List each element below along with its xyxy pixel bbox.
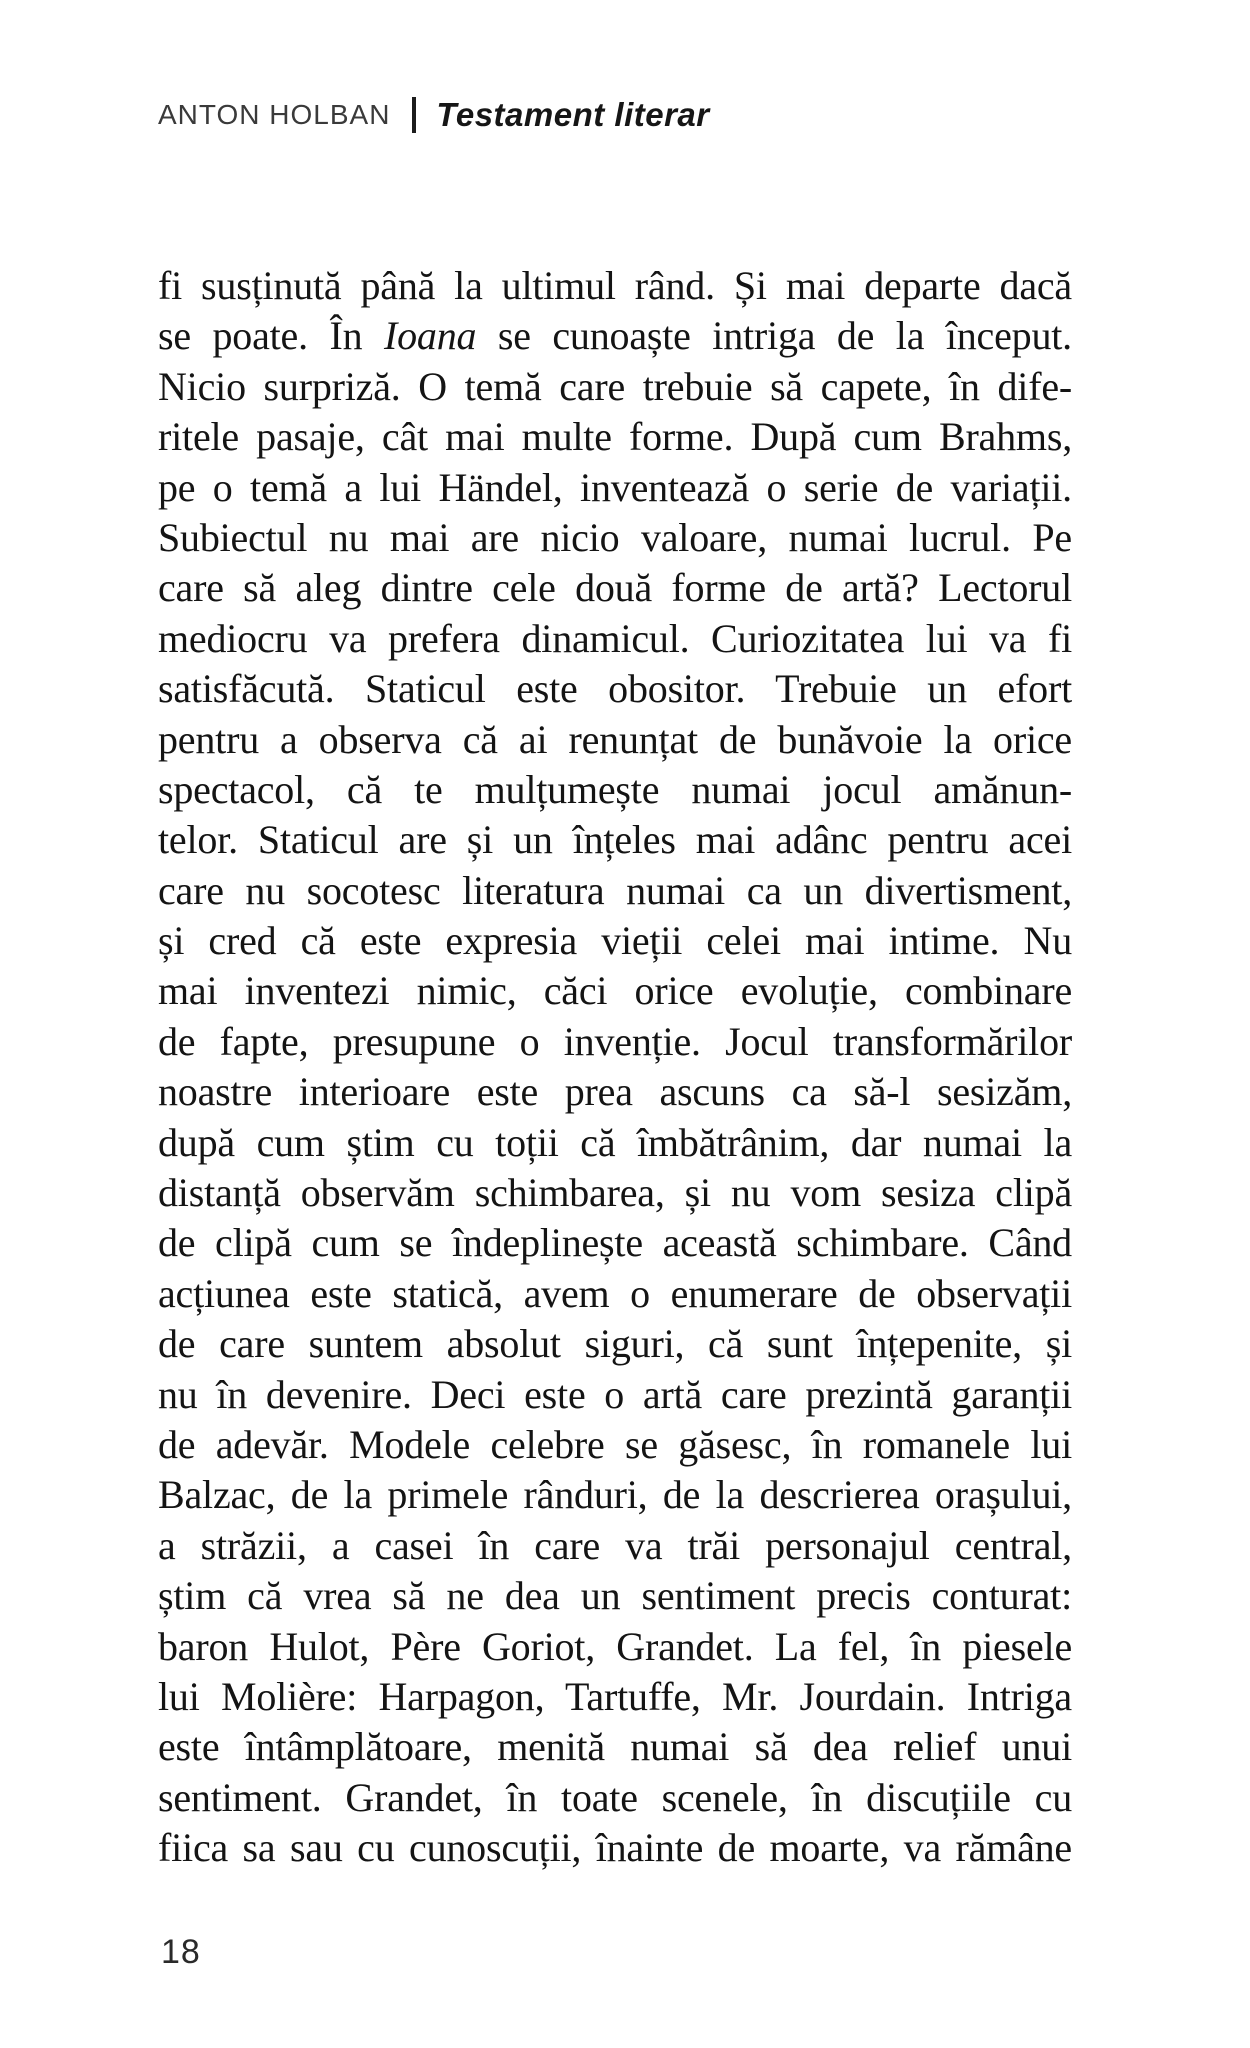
text-line: sentiment. Grandet, în toate scenele, în discuțiile cu bbox=[158, 1774, 1072, 1820]
running-header bbox=[158, 96, 710, 134]
text-line: fiica sa sau cu cunoscuții, înainte de moarte, va rămâne bbox=[158, 1825, 1072, 1871]
text-line: a străzii, a casei în care va trăi personajul central, bbox=[158, 1522, 1072, 1568]
body-text-column bbox=[158, 261, 1072, 1874]
text-line: care să aleg dintre cele două forme de artă? Lectorul bbox=[158, 565, 1072, 611]
text-line: Balzac, de la primele rânduri, de la descrierea orașului, bbox=[158, 1472, 1072, 1518]
line-segment: se cunoaște intriga de la început. bbox=[476, 313, 1072, 359]
text-line: de adevăr. Modele celebre se găsesc, în romanele lui bbox=[158, 1421, 1072, 1467]
text-line: acțiunea este statică, avem o enumerare de observații bbox=[158, 1270, 1072, 1316]
text-line: Subiectul nu mai are nicio valoare, numai lucrul. Pe bbox=[158, 514, 1072, 560]
text-line: satisfăcută. Staticul este obositor. Trebuie un efort bbox=[158, 666, 1072, 712]
text-line: nu în devenire. Deci este o artă care prezintă garanții bbox=[158, 1371, 1072, 1417]
text-line bbox=[158, 311, 1072, 361]
text-line: telor. Staticul are și un înțeles mai adânc pentru acei bbox=[158, 817, 1072, 863]
text-line: lui Molière: Harpagon, Tartuffe, Mr. Jourdain. Intriga bbox=[158, 1673, 1072, 1719]
header-separator-bar bbox=[412, 97, 416, 133]
line-segment: se poate. În bbox=[158, 313, 384, 359]
page-number: 18 bbox=[161, 1933, 201, 1971]
text-line: după cum știm cu toții că îmbătrânim, dar numai la bbox=[158, 1119, 1072, 1165]
author-name: ANTON HOLBAN bbox=[158, 99, 391, 130]
text-line: pe o temă a lui Händel, inventează o serie de variații. bbox=[158, 464, 1072, 510]
text-line: spectacol, că te mulțumește numai jocul amănun- bbox=[158, 766, 1072, 812]
text-line: de fapte, presupune o invenție. Jocul transformărilor bbox=[158, 1018, 1072, 1064]
text-line: mediocru va prefera dinamicul. Curiozitatea lui va fi bbox=[158, 615, 1072, 661]
text-line: și cred că este expresia vieții celei mai intime. Nu bbox=[158, 918, 1072, 964]
text-line: este întâmplătoare, menită numai să dea relief unui bbox=[158, 1724, 1072, 1770]
text-line: ritele pasaje, cât mai multe forme. După cum Brahms, bbox=[158, 414, 1072, 460]
text-line: noastre interioare este prea ascuns ca să-l sesizăm, bbox=[158, 1069, 1072, 1115]
text-line: știm că vrea să ne dea un sentiment precis conturat: bbox=[158, 1573, 1072, 1619]
text-line: mai inventezi nimic, căci orice evoluție, combinare bbox=[158, 968, 1072, 1014]
text-line: care nu socotesc literatura numai ca un divertisment, bbox=[158, 867, 1072, 913]
text-line: de care suntem absolut siguri, că sunt înțepenite, și bbox=[158, 1321, 1072, 1367]
novel-title-italic: Ioana bbox=[383, 313, 477, 359]
text-line: fi susținută până la ultimul rând. Și mai departe dacă bbox=[158, 263, 1072, 308]
text-line: pentru a observa că ai renunțat de bunăvoie la orice bbox=[158, 716, 1072, 762]
book-title: Testament literar bbox=[436, 96, 710, 133]
text-line: Nicio surpriză. O temă care trebuie să capete, în dife- bbox=[158, 363, 1072, 409]
text-line: de clipă cum se îndeplinește această schimbare. Când bbox=[158, 1220, 1072, 1266]
text-line: distanță observăm schimbarea, și nu vom sesiza clipă bbox=[158, 1170, 1072, 1216]
text-line: baron Hulot, Père Goriot, Grandet. La fel, în piesele bbox=[158, 1623, 1072, 1669]
